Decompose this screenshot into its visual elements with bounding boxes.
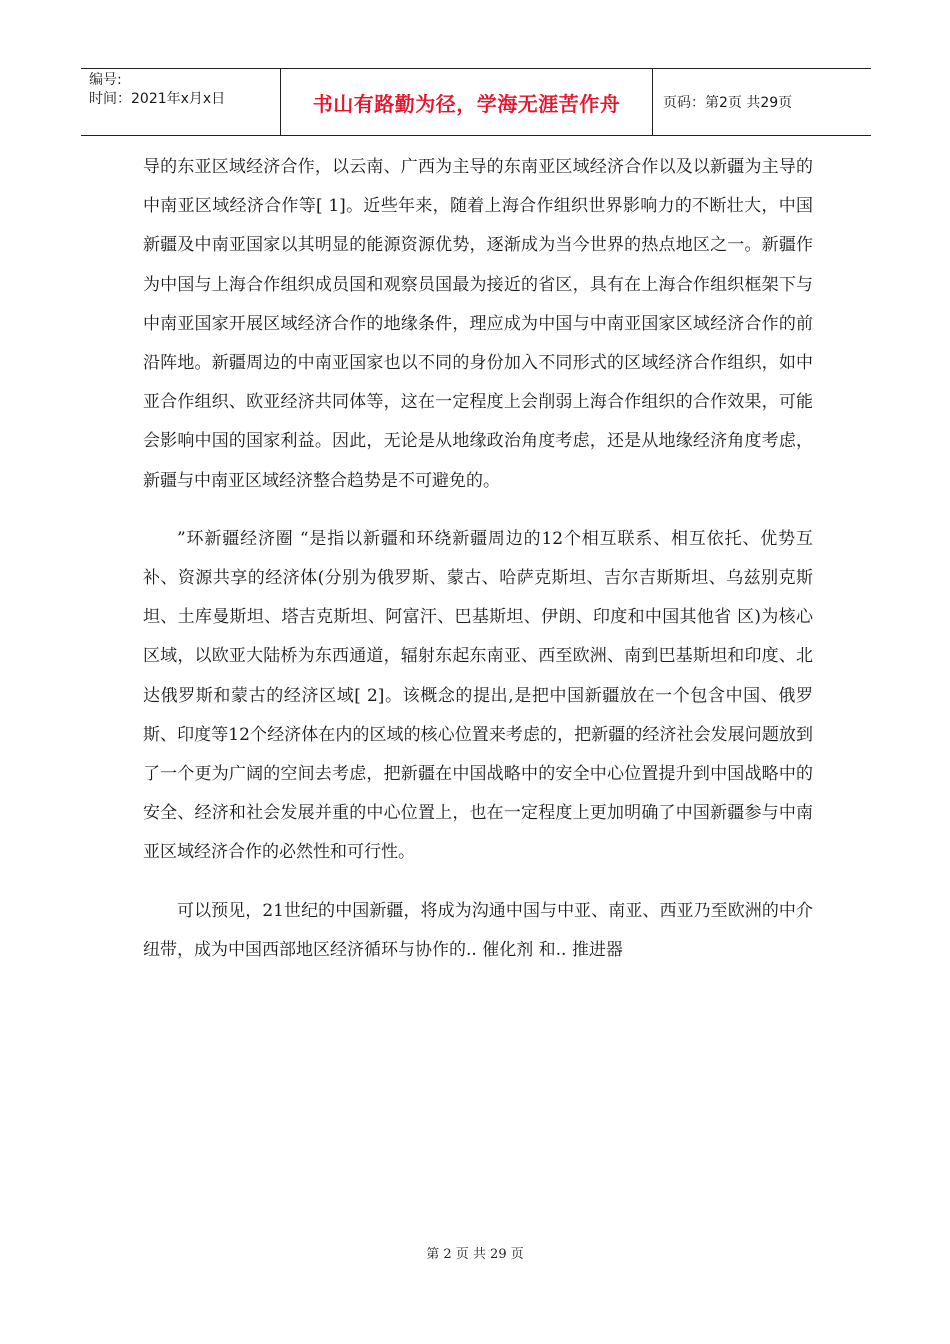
paragraph-3: 可以预见，21世纪的中国新疆，将成为沟通中国与中亚、南亚、西亚乃至欧洲的中介纽带，成为中国西部地区经济循环与协作的.. 催化剂 和.. 推进器	[143, 900, 813, 960]
document-body	[143, 148, 813, 970]
page-footer: 第 2 页 共 29 页	[426, 1247, 524, 1262]
paragraph-1: 导的东亚区域经济合作，以云南、广西为主导的东南亚区域经济合作以及以新疆为主导的中南亚区域经济合作等[ 1]。近些年来，随着上海合作组织世界影响力的不断壮大，中国新疆及中南亚国家以其明显的能源资源优势，逐渐成为当今世界的热点地区之一。新疆作为中国与上海合作组织成员国和观察员国最为接近的省区，具有在上海合作组织框架下与中南亚国家开展区域经济合作的地缘条件，理应成为中国与中南亚国家区域经济合作的前沿阵地。新疆周边的中南亚国家也以不同的身份加入不同形式的区域经济合作组织，如中亚合作组织、欧亚经济共同体等，这在一定程度上会削弱上海合作组织的合作效果，可能会影响中国的国家利益。因此，无论是从地缘政治角度考虑，还是从地缘经济角度考虑，新疆与中南亚区域经济整合趋势是不可避免的。	[143, 157, 813, 491]
document-number-label: 编号:	[89, 72, 122, 88]
document-time-label: 时间：2021年x月x日	[89, 91, 226, 107]
header-page-info: 页码：第2页 共29页	[663, 95, 793, 111]
page-header	[81, 68, 871, 136]
paragraph-2: ”环新疆经济圈 “是指以新疆和环绕新疆周边的12个相互联系、相互依托、优势互补、资源共享的经济体(分别为俄罗斯、蒙古、哈萨克斯坦、吉尔吉斯斯坦、乌兹别克斯坦、土库曼斯坦、塔吉克斯坦、阿富汗、巴基斯坦、伊朗、印度和中国其他省 区)为核心区域，以欧亚大陆桥为东西通道，辐射东起东南亚、西至欧洲、南到巴基斯坦和印度、北达俄罗斯和蒙古的经济区域[ 2]。该概念的提出,是把中国新疆放在一个包含中国、俄罗斯、印度等12个经济体在内的区域的核心位置来考虑的，把新疆的经济社会发展问题放到了一个更为广阔的空间去考虑，把新疆在中国战略中的安全中心位置提升到中国战略中的安全、经济和社会发展并重的中心位置上，也在一定程度上更加明确了中国新疆参与中南亚区域经济合作的必然性和可行性。	[143, 528, 813, 863]
header-meta	[81, 69, 281, 135]
header-slogan: 书山有路勤为径，学海无涯苦作舟	[281, 69, 653, 135]
